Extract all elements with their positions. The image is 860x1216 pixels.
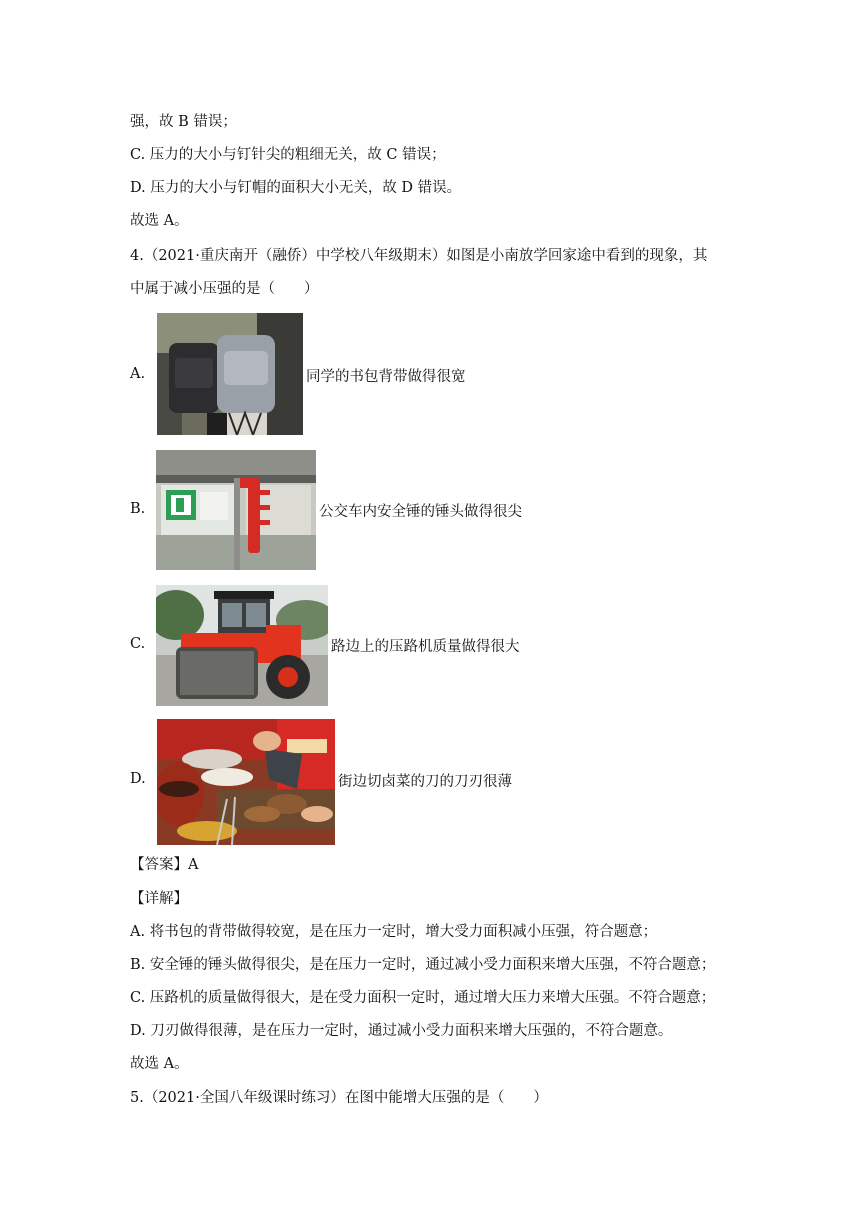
option-a-text: 同学的书包背带做得很宽 bbox=[306, 369, 466, 385]
option-c-road-roller-image bbox=[156, 585, 328, 706]
detail-line-b: B. 安全锤的锤头做得很尖，是在压力一定时，通过减小受力面积来增大压强，不符合题意； bbox=[130, 957, 716, 973]
option-d-letter: D. bbox=[130, 771, 146, 787]
option-a-backpack-image bbox=[157, 313, 303, 435]
option-d-knife-cutting-image bbox=[157, 719, 335, 845]
question-4-stem-line2: 中属于减小压强的是（ ） bbox=[130, 281, 319, 297]
option-c-letter: C. bbox=[130, 636, 146, 652]
detail-title: 【详解】 bbox=[130, 891, 188, 907]
option-b-letter: B. bbox=[130, 501, 146, 517]
detail-line-c: C. 压路机的质量做得很大，是在受力面积一定时，通过增大压力来增大压强。不符合题意； bbox=[130, 990, 716, 1006]
option-b-safety-hammer-image bbox=[156, 450, 316, 570]
prev-option-d-explanation: D. 压力的大小与钉帽的面积大小无关，故 D 错误。 bbox=[130, 180, 462, 196]
question-4-stem-line1: 4.（2021·重庆南开（融侨）中学校八年级期末）如图是小南放学回家途中看到的现象，其 bbox=[130, 248, 708, 264]
option-b-text: 公交车内安全锤的锤头做得很尖 bbox=[319, 504, 522, 520]
option-c-text: 路边上的压路机质量做得很大 bbox=[331, 639, 520, 655]
option-d-text: 街边切卤菜的刀的刀刃很薄 bbox=[338, 774, 512, 790]
detail-line-d: D. 刀刃做得很薄，是在压力一定时，通过减小受力面积来增大压强的，不符合题意。 bbox=[130, 1023, 673, 1039]
prev-option-c-explanation: C. 压力的大小与钉针尖的粗细无关，故 C 错误； bbox=[130, 147, 446, 163]
answer-label: 【答案】A bbox=[130, 857, 199, 873]
question-5-stem: 5.（2021·全国八年级课时练习）在图中能增大压强的是（ ） bbox=[130, 1090, 548, 1106]
detail-conclusion: 故选 A。 bbox=[130, 1056, 189, 1072]
prev-conclusion: 故选 A。 bbox=[130, 213, 189, 229]
detail-line-a: A. 将书包的背带做得较宽，是在压力一定时，增大受力面积减小压强，符合题意； bbox=[130, 924, 658, 940]
option-a-letter: A. bbox=[130, 366, 146, 382]
prev-text-line: 强，故 B 错误； bbox=[130, 114, 237, 130]
